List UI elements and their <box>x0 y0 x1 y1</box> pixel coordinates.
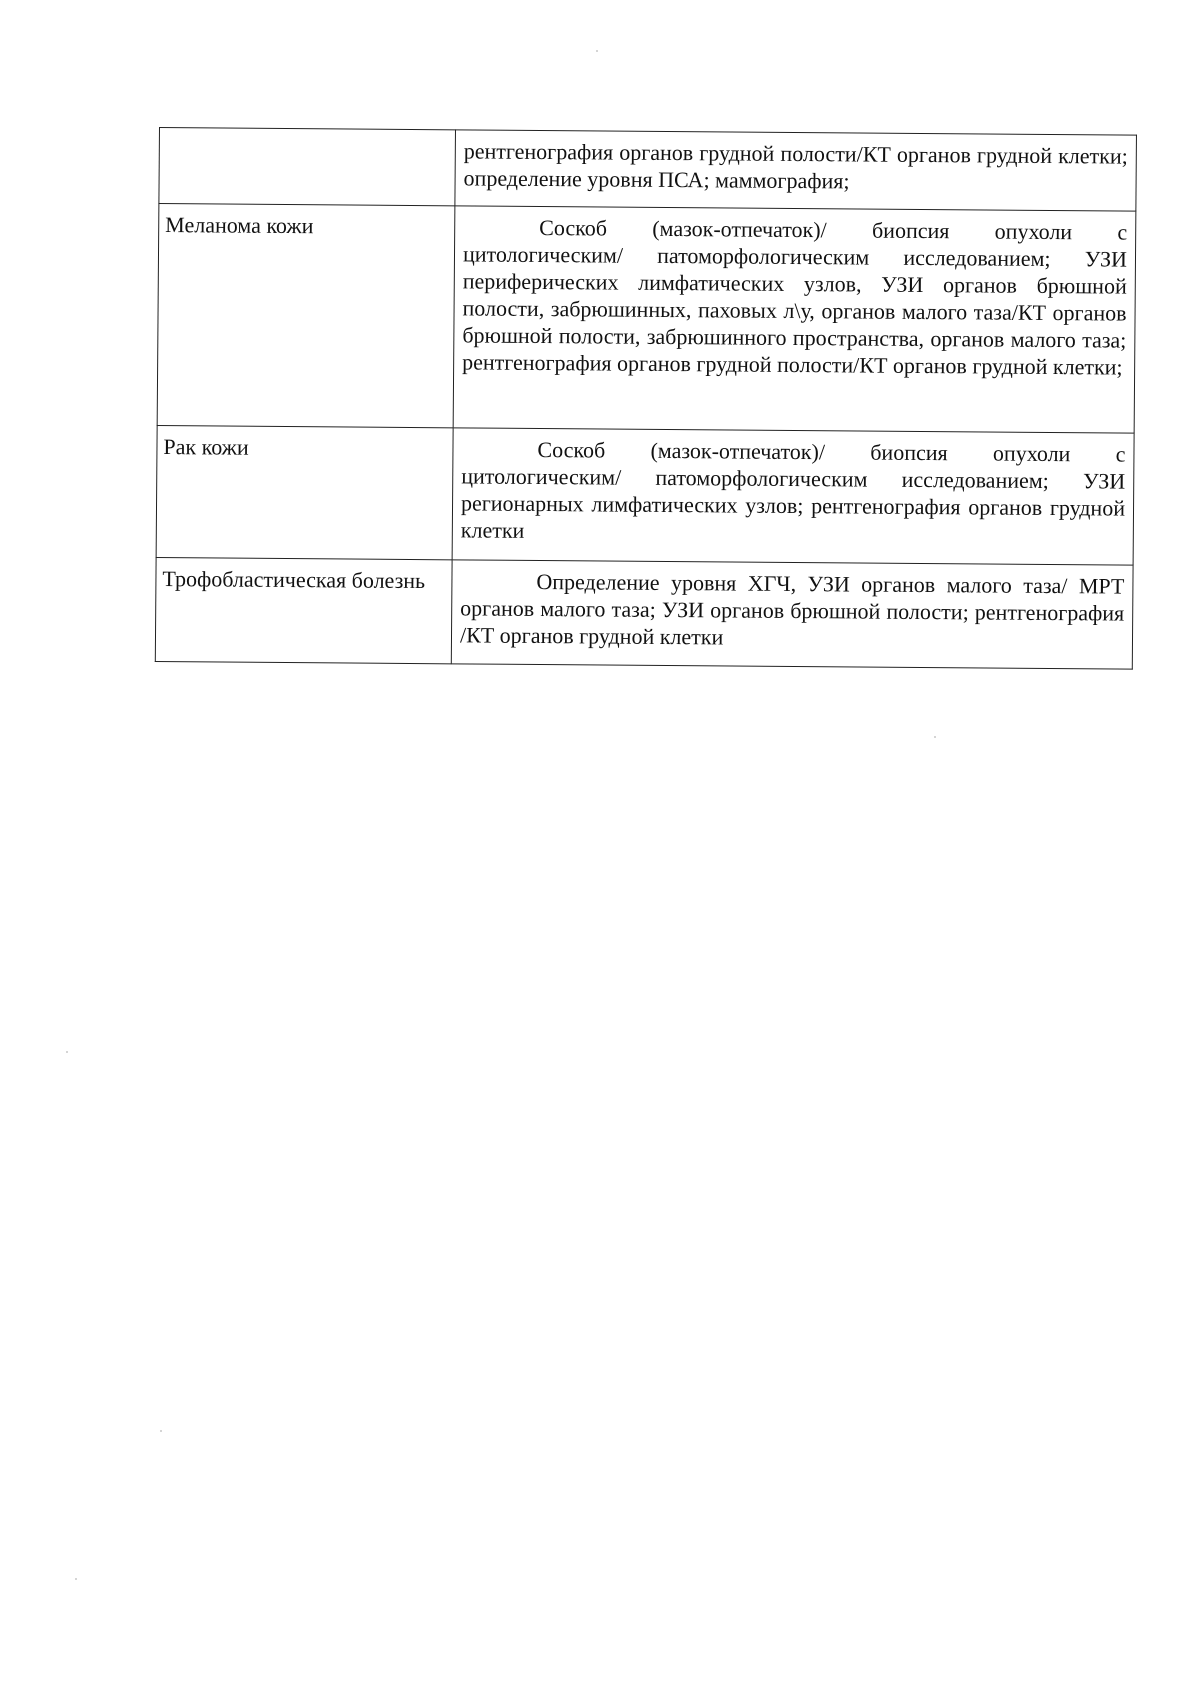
scan-speck <box>934 736 936 738</box>
methods-cell: Соскоб (мазок-отпечаток)/ биопсия опухоли с цитологическим/ патоморфологическим исследованием; УЗИ периферических лимфатических узлов, УЗИ органов брюшной полости, забрюшинных, паховых л\у, органов малого таза/КТ органов брюшной полости, забрюшинного пространства, органов малого таза; рентгенография органов грудной полости/КТ органов грудной клетки; <box>453 206 1136 433</box>
diagnostics-table <box>155 127 1137 670</box>
table-row <box>155 557 1133 669</box>
scan-speck <box>596 50 598 52</box>
disease-cell: Трофобластическая болезнь <box>155 557 452 663</box>
disease-cell: Меланома кожи <box>157 204 455 428</box>
scan-speck <box>66 1051 68 1053</box>
disease-cell: Рак кожи <box>156 425 453 559</box>
scan-speck <box>75 1578 77 1580</box>
table-row <box>157 204 1136 434</box>
methods-cell: рентгенография органов грудной полости/КТ органов грудной клетки; определение уровня ПСА; маммография; <box>455 130 1137 211</box>
table-row <box>156 425 1134 565</box>
methods-cell: Соскоб (мазок-отпечаток)/ биопсия опухоли с цитологическим/ патоморфологическим исследованием; УЗИ регионарных лимфатических узлов; рентгенография органов грудной клетки <box>452 428 1134 565</box>
table-row <box>159 128 1137 212</box>
disease-cell <box>159 128 456 206</box>
scan-speck <box>160 1430 162 1432</box>
methods-cell: Определение уровня ХГЧ, УЗИ органов малого таза/ МРТ органов малого таза; УЗИ органов брюшной полости; рентгенография /КТ органов грудной клетки <box>451 560 1133 669</box>
